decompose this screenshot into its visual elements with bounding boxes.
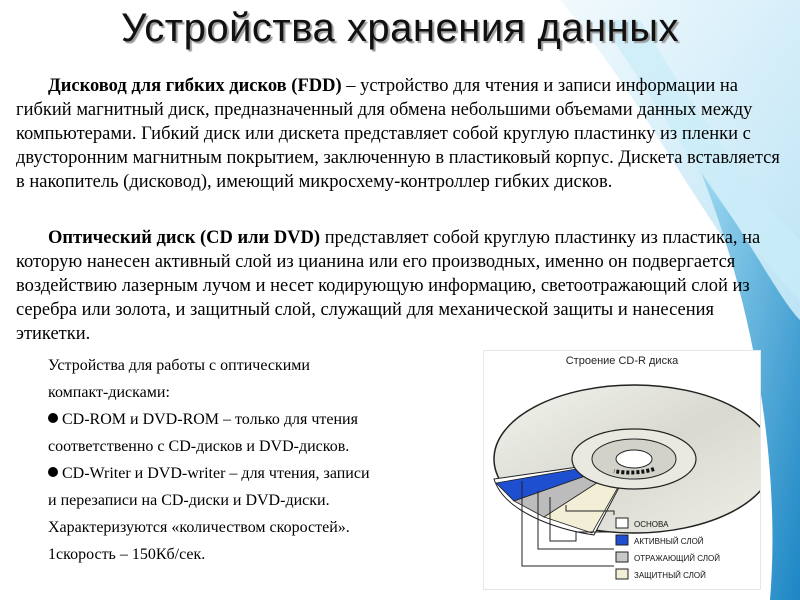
list-item-writer-text: CD-Writer и DVD-writer – для чтения, записи	[62, 465, 370, 482]
speed-value: 1скорость – 150Кб/сек.	[48, 546, 206, 563]
legend-swatch-active	[616, 535, 628, 545]
page-title: Устройства хранения данных	[121, 6, 679, 50]
legend-swatch-base	[616, 518, 628, 528]
devices-list	[48, 352, 478, 568]
list-item-cdrom-text: CD-ROM и DVD-ROM – только для чтения	[62, 411, 358, 428]
list-item-writer	[48, 460, 478, 487]
legend-swatch-reflective	[616, 552, 628, 562]
speeds-text: Характеризуются «количеством скоростей».	[48, 519, 350, 536]
legend-swatch-protective	[616, 569, 628, 579]
optical-lead: Оптический диск (CD или DVD)	[48, 228, 321, 248]
legend-label-reflective: ОТРАЖАЮЩИЙ СЛОЙ	[634, 554, 721, 563]
list-item-cdrom	[48, 406, 478, 433]
bullet-icon	[48, 467, 58, 477]
cd-disc-illustration	[484, 351, 760, 589]
devices-intro-line2: компакт-дисками:	[48, 384, 170, 401]
legend-label-base: ОСНОВА	[634, 520, 669, 529]
legend-label-active: АКТИВНЫЙ СЛОЙ	[634, 537, 704, 546]
fdd-text: – устройство для чтения и записи информации на гибкий магнитный диск, предназначенный для обмена небольшими объемами данных между компьютерами. Гибкий диск или дискета представляет собой круглую пластинку из пленки с двусторонним магнитным покрытием, заключенную в пластиковый корпус. Дискета вставляется в накопитель (дисковод), имеющий микросхему-контроллер гибких дисков.	[16, 76, 780, 192]
fdd-lead: Дисковод для гибких дисков (FDD)	[48, 76, 342, 96]
list-item-writer-cont: и перезаписи на CD-диски и DVD-диски.	[48, 492, 330, 509]
figure-title: Строение CD-R диска	[565, 355, 679, 367]
bullet-icon	[48, 413, 58, 423]
list-item-cdrom-cont: соответственно с CD-дисков и DVD-дисков.	[48, 438, 350, 455]
optical-text: представляет собой круглую пластинку из пластика, на которую нанесен активный слой из цианина или его производных, именно он подвергается воздействию лазерным лучом и несет кодирующую информацию, светоотражающий слой из серебра или золота, и защитный слой, служащий для механической защиты и нанесения этикетки.	[16, 228, 761, 344]
devices-intro-line1: Устройства для работы с оптическими	[48, 357, 310, 374]
optical-paragraph	[16, 226, 786, 346]
fdd-paragraph	[16, 74, 786, 194]
cdr-structure-figure	[483, 350, 761, 590]
legend-label-protective: ЗАЩИТНЫЙ СЛОЙ	[634, 571, 706, 580]
